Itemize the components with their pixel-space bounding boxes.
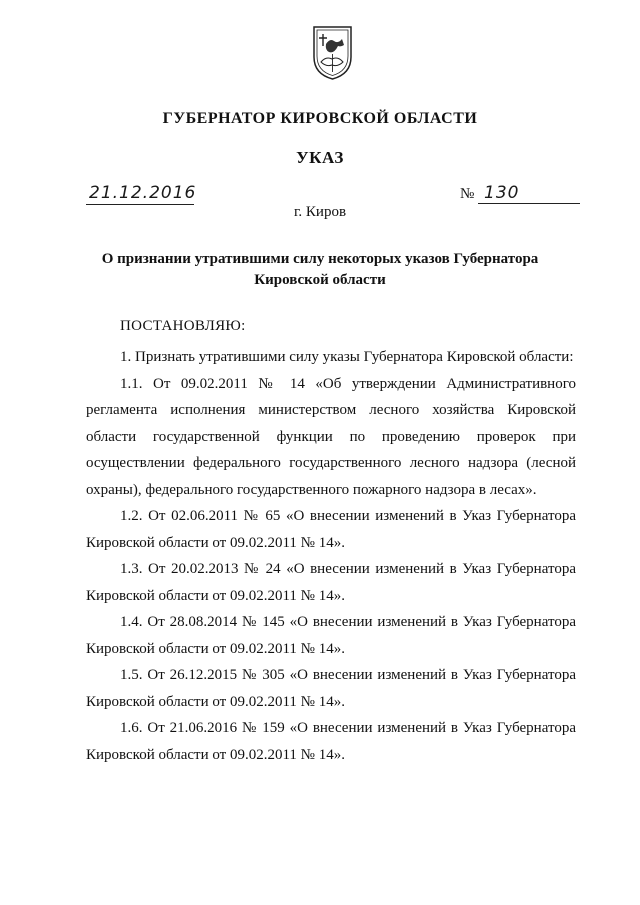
document-number: 130 [484,183,520,203]
paragraph-1-6: 1.6. От 21.06.2016 № 159 «О внесении изменений в Указ Губернатора Кировской области от 09.02.2011 № 14». [86,720,576,763]
paragraph-1-3: 1.3. От 20.02.2013 № 24 «О внесении изменений в Указ Губернатора Кировской области от 09.02.2011 № 14». [86,561,576,604]
document-date: 21.12.2016 [89,183,197,203]
document-body [86,344,576,768]
city: г. Киров [293,204,347,220]
number-sign: № [460,186,475,202]
decree-word: ПОСТАНОВЛЯЮ: [120,318,246,334]
paragraph-1-5: 1.5. От 26.12.2015 № 305 «О внесении изменений в Указ Губернатора Кировской области от 09.02.2011 № 14». [86,667,576,710]
document-subject [60,249,580,291]
subject-line-1: О признании утратившими силу некоторых указов Губернатора [101,251,539,267]
authority-title: ГУБЕРНАТОР КИРОВСКОЙ ОБЛАСТИ [162,110,478,127]
paragraph-1-1: 1.1. От 09.02.2011 № 14 «Об утверждении Административного регламента исполнения министерством лесного хозяйства Кировской области государственной функции по проведению проверок при осуществлении федерального государственного лесного надзора (лесной охраны), федерального государственного пожарного надзора в лесах». [86,375,576,498]
subject-line-2: Кировской области [254,272,386,288]
document-type: УКАЗ [296,148,344,167]
paragraph-1-2: 1.2. От 02.06.2011 № 65 «О внесении изменений в Указ Губернатора Кировской области от 09.02.2011 № 14». [86,508,576,551]
kirov-coat-of-arms-icon [311,24,354,81]
paragraph-1: 1. Признать утратившими силу указы Губернатора Кировской области: [120,349,574,365]
paragraph-1-4: 1.4. От 28.08.2014 № 145 «О внесении изменений в Указ Губернатора Кировской области от 09.02.2011 № 14». [86,614,576,657]
